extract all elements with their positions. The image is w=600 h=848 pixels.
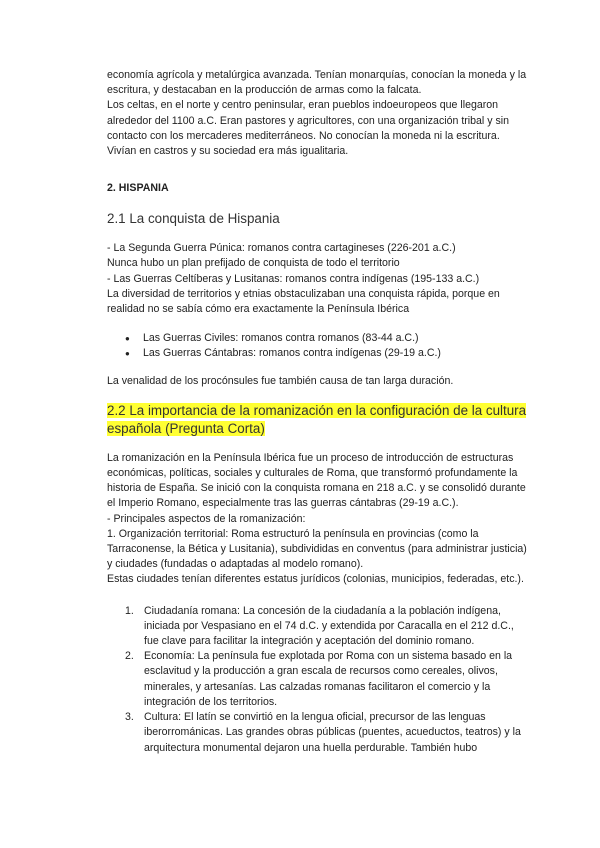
intro-paragraph-2: Los celtas, en el norte y centro peninsular, eran pueblos indoeuropeos que llegaron alrededor del 1100 a.C. Eran pastores y agricultores, con una organización tribal y sin contacto con los mercaderes mediterráneos. No conocían la moneda ni la escritura. Vivían en castros y su sociedad era más igualitaria. [107,99,510,158]
list-number: 1. [125,604,134,617]
romanizacion-paragraph-1: La romanización en la Península Ibérica fue un proceso de introducción de estructuras económicas, políticas, sociales y culturales de Roma, que transformó profundamente la historia de España. Se inició con la conquista romana en 218 a.C. y se consolidó durante el Imperio Romano, especialmente tras las guerras cántabras (29-19 a.C.). [107,451,526,510]
intro-paragraph-1: economía agrícola y metalúrgica avanzada. Tenían monarquías, conocían la moneda y la escritura, y destacaban en la producción de armas como la falcata. [107,69,527,97]
conquista-line-2: Nunca hubo un plan prefijado de conquista de todo el territorio [107,257,400,270]
list-number: 2. [125,650,134,663]
conquista-line-3: - Las Guerras Celtíberas y Lusitanas: romanos contra indígenas (195-133 a.C.) [107,272,480,285]
list-item [125,710,527,756]
conquista-line-4: La diversidad de territorios y etnias obstaculizaban una conquista rápida, porque en realidad no se sabía cómo era exactamente la Península Ibérica [107,287,500,316]
list-item-text: Ciudadanía romana: La concesión de la ciudadanía a la población indígena, iniciada por Vespasiano en el 74 d.C. y extendida por Caracalla en el 212 d.C., fue clave para facilitar la integración y aceptación del dominio romano. [144,604,514,648]
list-item [125,604,527,650]
list-item-text: Cultura: El latín se convirtió en la lengua oficial, precursor de las lenguas iberorrománicas. Las grandes obras públicas (puentes, acueductos, teatros) y la arquitectura monumental dejaron una huella perdurable. También hubo [144,711,521,754]
romanizacion-paragraph-2: - Principales aspectos de la romanización: [107,512,306,525]
subsection-title-romanizacion [107,402,527,438]
subsection-title-conquista: 2.1 La conquista de Hispania [107,211,280,227]
document-page [107,68,527,756]
highlighted-heading: 2.2 La importancia de la romanización en la configuración de la cultura española (Pregunta Corta) [107,402,527,436]
conquista-line-1: - La Segunda Guerra Púnica: romanos contra cartagineses (226-201 a.C.) [107,242,456,255]
guerras-bullet-list [107,331,527,361]
section-title-hispania: 2. HISPANIA [107,182,169,195]
romanizacion-paragraph-4: Estas ciudades tenían diferentes estatus jurídicos (colonias, municipios, federadas, etc.). [107,573,524,586]
aspectos-numbered-list [107,604,527,756]
venalidad-paragraph: La venalidad de los procónsules fue también causa de tan larga duración. [107,374,454,387]
list-number: 3. [125,711,134,724]
list-item [125,649,527,710]
romanizacion-paragraph-3: 1. Organización territorial: Roma estructuró la península en provincias (como la Tarraconense, la Bética y Lusitania), subdivididas en conventus (para administrar justicia) y ciudades (fundadas o adaptadas al modelo romano). [107,527,527,571]
list-item-text: Economía: La península fue explotada por Roma con un sistema basado en la esclavitud y la producción a gran escala de recursos como cereales, olivos, minerales, y artesanías. Las calzadas romanas facilitaron el comercio y la integración de los territorios. [144,650,513,708]
bullet-item: ● Las Guerras Cántabras: romanos contra indígenas (29-19 a.C.) [125,346,527,361]
bullet-item: ● Las Guerras Civiles: romanos contra romanos (83-44 a.C.) [125,331,527,346]
